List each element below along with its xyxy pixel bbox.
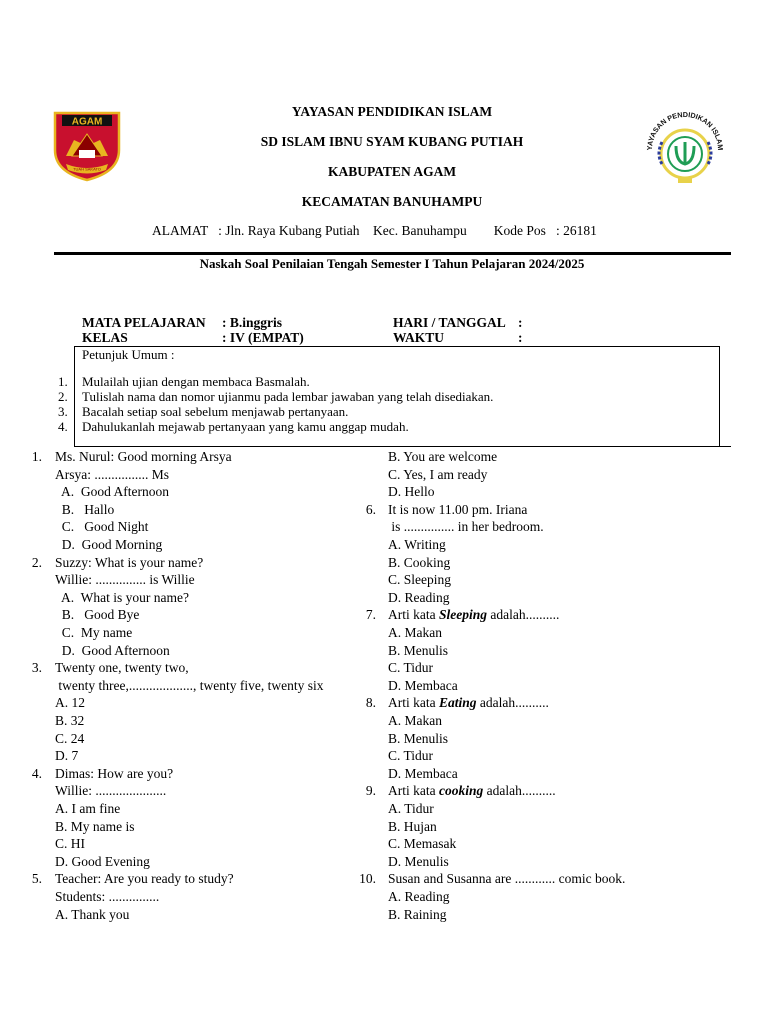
question-line: Willie: ............... is Willie xyxy=(55,572,195,588)
question-line-text: B. Menulis xyxy=(388,730,449,746)
question-line xyxy=(388,853,449,871)
instructions-title: Petunjuk Umum : xyxy=(82,347,175,362)
question-line: A. What is your name? xyxy=(55,589,189,605)
question-number: 1. xyxy=(31,449,42,464)
question-line: B. My name is xyxy=(55,818,135,834)
question-line: twenty three,..................., twenty five, twenty six xyxy=(55,677,324,693)
question-line: Suzzy: What is your name? xyxy=(55,554,204,570)
question-line: Teacher: Are you ready to study? xyxy=(55,871,234,887)
question-line-text: D. Membaca xyxy=(388,765,458,781)
subject-label: MATA PELAJARAN xyxy=(82,315,206,330)
question-line: C. Good Night xyxy=(55,519,149,535)
question-line: Willie: ..................... xyxy=(55,783,167,799)
question-line-text: A. Makan xyxy=(388,625,442,640)
question-line xyxy=(388,606,559,624)
question-line xyxy=(388,730,448,748)
time-value: : xyxy=(518,330,523,345)
question-line-text: Arti kata xyxy=(388,783,439,799)
question-line-text: Arti kata xyxy=(388,607,439,623)
question-line-text: D. Membaca xyxy=(388,677,458,693)
day-date-label: HARI / TANGGAL xyxy=(393,315,506,330)
question-keyword: Sleeping xyxy=(438,607,487,623)
question-line-text: Susan and Susanna are ............ comic book. xyxy=(388,871,626,887)
question-line-text: A. Makan xyxy=(388,713,442,728)
question-line-text: C. Memasak xyxy=(388,836,457,852)
instruction-text: Mulailah ujian dengan membaca Basmalah. xyxy=(82,374,310,389)
question-line-text: is ............... in her bedroom. xyxy=(388,519,544,535)
question-line: Students: ............... xyxy=(55,889,160,904)
header-school-name: SD ISLAM IBNU SYAM KUBANG PUTIAH xyxy=(260,134,524,149)
class-label: KELAS xyxy=(82,330,128,345)
subject-value: : B.inggris xyxy=(222,315,283,330)
question-line-text: B. Cooking xyxy=(388,554,451,570)
question-line-text: A. Tidur xyxy=(388,801,434,816)
question-line xyxy=(388,501,527,519)
question-keyword: Eating xyxy=(438,695,477,711)
question-line-text: B. Hujan xyxy=(388,818,437,834)
question-line: Twenty one, twenty two, xyxy=(55,660,189,676)
question-line: A. Good Afternoon xyxy=(55,484,169,500)
question-line: C. My name xyxy=(55,625,133,640)
time-label: WAKTU xyxy=(393,330,445,345)
question-line-text: Arti kata xyxy=(388,695,439,711)
question-keyword: cooking xyxy=(438,783,484,799)
question-line-text: A. Reading xyxy=(388,889,450,904)
question-line xyxy=(388,782,556,800)
question-line xyxy=(388,818,437,836)
question-line: C. HI xyxy=(55,836,85,852)
question-line: A. 12 xyxy=(55,695,85,711)
class-value: : IV (EMPAT) xyxy=(222,330,304,345)
question-number: 8. xyxy=(365,695,376,711)
header-foundation-name: YAYASAN PENDIDIKAN ISLAM xyxy=(291,104,493,119)
instruction-number: 1. xyxy=(58,374,68,389)
question-line-text: B. Menulis xyxy=(388,642,449,658)
header-regency: KABUPATEN AGAM xyxy=(327,164,457,179)
question-line-text: It is now 11.00 pm. Iriana xyxy=(388,501,528,517)
question-line-suffix: adalah.......... xyxy=(487,607,560,623)
question-line xyxy=(388,483,435,501)
question-line xyxy=(388,448,497,466)
question-line xyxy=(388,747,433,765)
day-date-value: : xyxy=(518,315,523,330)
question-line xyxy=(388,554,450,572)
question-number: 10. xyxy=(359,871,376,887)
question-line: D. Good Evening xyxy=(55,853,150,869)
question-line xyxy=(388,536,446,554)
question-line-suffix: adalah.......... xyxy=(483,783,556,799)
question-line-text: D. Reading xyxy=(388,589,450,605)
question-line xyxy=(388,571,451,589)
question-line xyxy=(388,800,434,818)
question-line: Dimas: How are you? xyxy=(55,765,174,781)
instruction-text: Tulislah nama dan nomor ujianmu pada lembar jawaban yang telah disediakan. xyxy=(82,389,494,404)
question-line-text: B. You are welcome xyxy=(388,449,498,464)
question-line: B. Hallo xyxy=(55,501,115,517)
question-line-text: B. Raining xyxy=(388,906,447,922)
question-number: 7. xyxy=(365,607,376,623)
question-line xyxy=(388,694,549,712)
question-line: B. 32 xyxy=(55,713,85,728)
question-line: D. Good Morning xyxy=(55,537,163,552)
question-line xyxy=(388,659,433,677)
question-line xyxy=(388,888,450,906)
question-line: C. 24 xyxy=(55,730,85,746)
question-line: Arsya: ................ Ms xyxy=(55,466,169,482)
question-line xyxy=(388,518,544,536)
question-number: 9. xyxy=(365,783,376,799)
header-divider xyxy=(54,252,731,255)
question-line-text: D. Menulis xyxy=(388,853,449,869)
question-number: 3. xyxy=(31,660,42,676)
left-logo-text: AGAM xyxy=(71,116,103,128)
question-line xyxy=(388,624,442,642)
question-line xyxy=(388,589,450,607)
instruction-text: Bacalah setiap soal sebelum menjawab pertanyaan. xyxy=(82,404,349,419)
question-line xyxy=(388,712,442,730)
instruction-number: 4. xyxy=(58,419,68,434)
question-number: 2. xyxy=(31,554,42,570)
question-line: Ms. Nurul: Good morning Arsya xyxy=(55,449,232,464)
question-line-suffix: adalah.......... xyxy=(476,695,549,711)
question-line-text: A. Writing xyxy=(388,537,446,552)
question-line xyxy=(388,906,447,924)
header-district: KECAMATAN BANUHAMPU xyxy=(301,194,483,209)
instruction-text: Dahulukanlah mejawab pertanyaan yang kamu anggap mudah. xyxy=(82,419,409,434)
instruction-number: 3. xyxy=(58,404,68,419)
question-line-text: D. Hello xyxy=(388,484,435,500)
question-line xyxy=(388,466,487,484)
right-logo-arc-text: YAYASAN PENDIDIKAN ISLAM xyxy=(644,109,726,151)
question-line-text: C. Tidur xyxy=(388,660,434,676)
question-line: B. Good Bye xyxy=(55,607,140,623)
question-line: A. Thank you xyxy=(55,906,130,922)
question-line: A. I am fine xyxy=(55,801,121,816)
question-line xyxy=(388,642,448,660)
question-line xyxy=(388,835,456,853)
question-number: 4. xyxy=(31,765,42,781)
question-number: 5. xyxy=(31,871,42,887)
question-line: D. 7 xyxy=(55,748,79,764)
question-number: 6. xyxy=(365,501,376,517)
question-line xyxy=(388,677,458,695)
exam-title: Naskah Soal Penilaian Tengah Semester I Tahun Pelajaran 2024/2025 xyxy=(199,256,585,271)
left-logo-motto: TUAH SAKATO xyxy=(73,166,101,172)
instructions-box-tail xyxy=(720,446,731,447)
header-address: ALAMAT : Jln. Raya Kubang Putiah Kec. Banuhampu Kode Pos : 26181 xyxy=(152,223,597,238)
question-line xyxy=(388,765,458,783)
question-line-text: C. Tidur xyxy=(388,748,434,764)
question-line: D. Good Afternoon xyxy=(55,642,170,658)
question-line-text: C. Yes, I am ready xyxy=(388,466,488,482)
instruction-number: 2. xyxy=(58,389,68,404)
question-line-text: C. Sleeping xyxy=(388,572,451,588)
question-line xyxy=(388,870,625,888)
